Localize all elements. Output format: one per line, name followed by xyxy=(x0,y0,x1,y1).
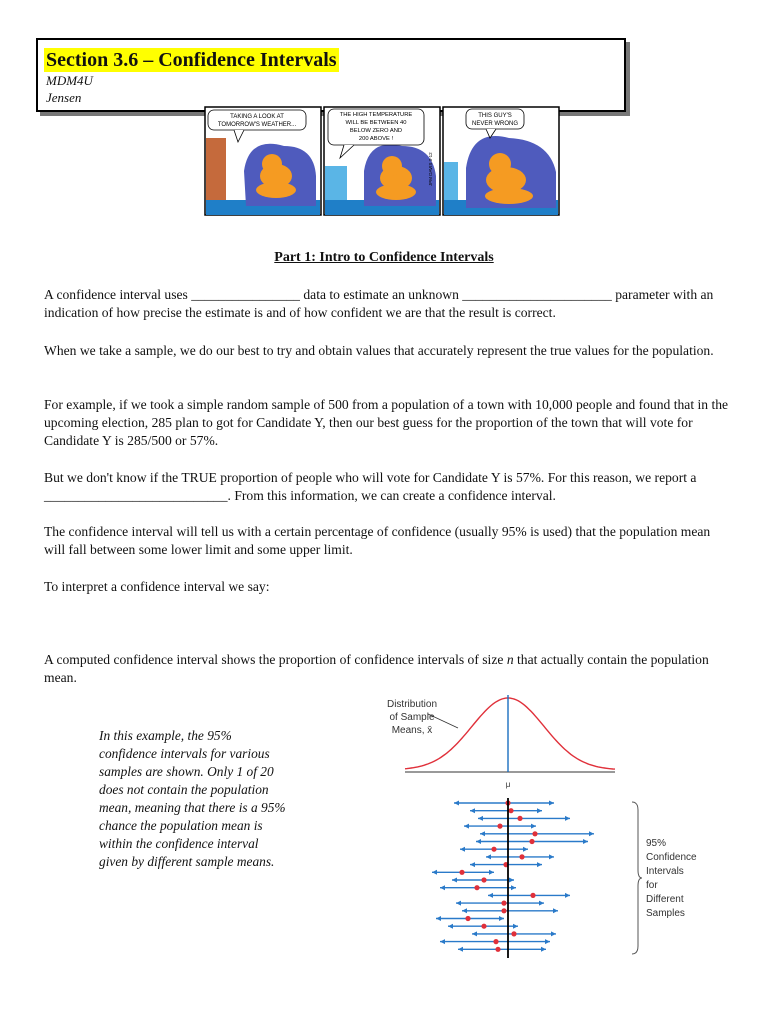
interval-left-arrowhead xyxy=(456,901,461,906)
sample-mean-point xyxy=(529,839,534,844)
mu-label: μ xyxy=(505,780,511,789)
comic-panel-3 xyxy=(443,107,559,215)
paragraph-definition: A confidence interval uses ________________ data to estimate an unknown ______________________ parameter with an indication of how precise the estimate is and of how confident we are that the result is correct. xyxy=(44,287,714,320)
sample-mean-point xyxy=(501,901,506,906)
interval-right-arrowhead xyxy=(531,824,536,829)
interval-right-arrowhead xyxy=(583,839,588,844)
comic-panel-1 xyxy=(205,107,321,215)
interval-right-arrowhead xyxy=(553,908,558,913)
sample-mean-point xyxy=(530,893,535,898)
course-code: MDM4U xyxy=(46,73,93,88)
interval-right-arrowhead xyxy=(549,854,554,859)
interval-right-arrowhead xyxy=(565,893,570,898)
interval-left-arrowhead xyxy=(452,878,457,883)
comic-panel-1-line-2: TOMORROW'S WEATHER... xyxy=(217,122,297,128)
interval-left-arrowhead xyxy=(476,839,481,844)
interval-left-arrowhead xyxy=(440,939,445,944)
paragraph-computed-interval-end: that actually contain the population mean. xyxy=(44,652,709,685)
interval-left-arrowhead xyxy=(464,824,469,829)
section-header xyxy=(36,38,626,112)
sample-mean-point xyxy=(459,870,464,875)
interval-left-arrowhead xyxy=(454,801,459,806)
sample-mean-point xyxy=(497,824,502,829)
interval-left-arrowhead xyxy=(480,831,485,836)
weather-comic-strip xyxy=(204,106,560,216)
ci-label-line-3: Intervals xyxy=(646,866,684,877)
paragraph-computed-interval-start: A computed confidence interval shows the proportion of confidence intervals of size xyxy=(44,652,507,667)
comic-panel-3-line-2: NEVER WRONG xyxy=(471,121,519,127)
sample-mean-point xyxy=(495,947,500,952)
interval-left-arrowhead xyxy=(462,908,467,913)
sample-mean-point xyxy=(508,808,513,813)
paragraph-example: For example, if we took a simple random sample of 500 from a population of a town with 10,000 people and found that in the upcoming election, 285 plan to got for Candidate Y, then our best guess for the proportion of the town that will vote for Candidate Y is 285/500 or 57%. xyxy=(44,397,729,448)
ci-label-line-6: Samples xyxy=(646,908,685,919)
ci-label-line-5: Different xyxy=(646,894,684,905)
interval-left-arrowhead xyxy=(448,924,453,929)
sample-mean-point xyxy=(491,847,496,852)
interval-right-arrowhead xyxy=(537,808,542,813)
interval-right-arrowhead xyxy=(545,939,550,944)
distribution-label-line-3: Means, x̄ xyxy=(391,725,433,736)
paragraph-computed-interval xyxy=(44,651,734,687)
comic-panel-3-line-1: THIS GUY'S xyxy=(478,113,512,119)
sample-mean-point xyxy=(519,854,524,859)
interval-right-arrowhead xyxy=(511,885,516,890)
confidence-interval-figure xyxy=(370,690,720,960)
interval-left-arrowhead xyxy=(460,847,465,852)
comic-panel-2 xyxy=(324,107,440,215)
sample-mean-point xyxy=(501,908,506,913)
interval-left-arrowhead xyxy=(486,854,491,859)
ci-label-line-4: for xyxy=(646,880,658,891)
interval-left-arrowhead xyxy=(432,870,437,875)
comic-signature: JPM DAVIS 3-12 xyxy=(428,152,433,186)
interval-left-arrowhead xyxy=(470,862,475,867)
sample-mean-point xyxy=(511,931,516,936)
sample-size-n: n xyxy=(506,652,514,667)
interval-left-arrowhead xyxy=(488,893,493,898)
interval-right-arrowhead xyxy=(549,801,554,806)
interval-right-arrowhead xyxy=(539,901,544,906)
paragraph-confidence: The confidence interval will tell us with a certain percentage of confidence (usually 95% is used) that the population mean will fall between some lower limit and some upper limit. xyxy=(44,524,711,557)
sample-mean-point xyxy=(465,916,470,921)
paragraph-sampling: When we take a sample, we do our best to try and obtain values that accurately represent the true values for the population. xyxy=(44,343,714,358)
interval-right-arrowhead xyxy=(509,878,514,883)
interval-right-arrowhead xyxy=(513,924,518,929)
sample-mean-point xyxy=(481,877,486,882)
interval-right-arrowhead xyxy=(589,831,594,836)
interval-right-arrowhead xyxy=(489,870,494,875)
confidence-interval-set xyxy=(432,800,594,952)
sample-mean-point xyxy=(481,924,486,929)
interval-left-arrowhead xyxy=(478,816,483,821)
sample-mean-point xyxy=(474,885,479,890)
interval-group-brace xyxy=(632,802,642,954)
interval-left-arrowhead xyxy=(440,885,445,890)
distribution-label-line-2: of Sample xyxy=(389,712,435,723)
interval-left-arrowhead xyxy=(472,931,477,936)
interval-right-arrowhead xyxy=(565,816,570,821)
interval-right-arrowhead xyxy=(499,916,504,921)
comic-panel-1-line-1: TAKING A LOOK AT xyxy=(230,114,284,120)
section-title: Section 3.6 – Confidence Intervals xyxy=(46,49,337,71)
comic-panel-2-line-3: BELOW ZERO AND xyxy=(349,128,403,134)
ci-label-line-2: Confidence xyxy=(646,852,697,863)
interval-left-arrowhead xyxy=(470,808,475,813)
comic-panel-2-line-4: 200 ABOVE ! xyxy=(358,136,394,142)
interval-right-arrowhead xyxy=(541,947,546,952)
interval-left-arrowhead xyxy=(436,916,441,921)
sample-mean-point xyxy=(493,939,498,944)
figure-caption: In this example, the 95% confidence intervals for various samples are shown. Only 1 of 20 does not contain the population mean, meaning that there is a 95% chance the population mean is within the confidence interval given by different sample means. xyxy=(99,728,286,869)
comic-panel-2-line-1: THE HIGH TEMPERATURE xyxy=(339,112,413,118)
part-title: Part 1: Intro to Confidence Intervals xyxy=(274,250,494,265)
sample-mean-point xyxy=(517,816,522,821)
interval-right-arrowhead xyxy=(537,862,542,867)
interval-right-arrowhead xyxy=(523,847,528,852)
teacher-name: Jensen xyxy=(46,90,82,105)
ci-label-line-1: 95% xyxy=(646,838,667,849)
interval-left-arrowhead xyxy=(458,947,463,952)
sample-mean-point xyxy=(532,831,537,836)
paragraph-interpret: To interpret a confidence interval we say: xyxy=(44,579,270,594)
comic-panel-2-line-2: WILL BE BETWEEN 40 xyxy=(345,120,407,126)
distribution-label-line-1: Distribution xyxy=(386,699,438,710)
paragraph-margin-of-error: But we don't know if the TRUE proportion of people who will vote for Candidate Y is 57%. For this reason, we report a ___________________________. From this information, we can create a confidence interval. xyxy=(44,470,697,503)
interval-right-arrowhead xyxy=(551,931,556,936)
